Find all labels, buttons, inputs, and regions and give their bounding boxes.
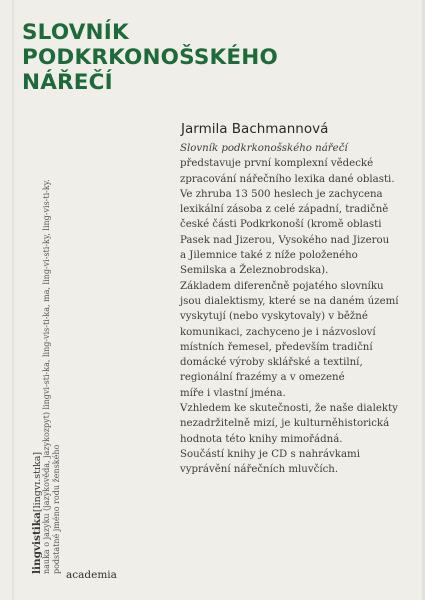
blurb-line: Semilska a Železnobrodska). <box>180 265 329 277</box>
blurb-line: míře i vlastní jména. <box>180 387 286 399</box>
blurb-text <box>180 141 408 478</box>
blurb-line: Pasek nad Jizerou, Vysokého nad Jizerou <box>180 234 390 246</box>
book-title <box>22 20 278 95</box>
blurb-line: domácké výroby sklářské a textilní, <box>180 357 363 369</box>
blurb-line: zpracování nářečního lexika dané oblasti. <box>180 173 395 185</box>
blurb-line: Vzhledem ke skutečnosti, že naše dialekty <box>180 403 398 415</box>
blurb-line: jsou dialektismy, které se na daném území <box>180 295 399 307</box>
series-grammar-note: podstatné jméno rodu ženského <box>52 444 61 574</box>
blurb-line: lexikální zásoba z celé západní, tradičně <box>180 204 389 216</box>
blurb-line: české části Podkrkonoší (kromě oblasti <box>180 219 382 231</box>
blurb-line: regionální frazémy a v omezené <box>180 372 345 384</box>
blurb-line: hodnota této knihy mimořádná. <box>180 433 343 445</box>
blurb-line: Základem diferenčně pojatého slovníku <box>180 280 384 292</box>
blurb-line: Součástí knihy je CD s nahrávkami <box>180 448 360 460</box>
blurb-line: a Jilemnice také z níže položeného <box>180 250 358 262</box>
blurb-book-title: Slovník podkrkonošského nářečí <box>180 143 348 154</box>
series-pronunciation: [lingvɪ.stɪka] <box>32 451 43 513</box>
title-line: PODKRKONOŠSKÉHO <box>22 45 278 70</box>
blurb-line: nezadržitelně mizí, je kulturněhistorická <box>180 418 390 430</box>
title-line: NÁŘEČÍ <box>22 70 113 95</box>
blurb-line: představuje první komplexní vědecké <box>180 158 374 170</box>
blurb-line: vyskytují (nebo vyskytovaly) v běžné <box>180 311 368 323</box>
blurb-line: komunikaci, zachyceno je i názvosloví <box>180 326 376 338</box>
publisher-name: academia <box>66 569 117 581</box>
spine-fold-line <box>12 0 14 600</box>
series-name: lingvistika <box>31 512 43 574</box>
blurb-line: vyprávění nářečních mluvčích. <box>180 464 339 476</box>
blurb-line: místních řemesel, především tradiční <box>180 341 373 353</box>
title-line: SLOVNÍK <box>22 20 129 45</box>
author-name: Jarmila Bachmannová <box>181 121 329 137</box>
series-definition: nauka o jazyku (jazykověda, jazykozpyt) lingvi-sti-ka, ling-vis-ti-ka, ma, ling-vi-sti-ky, ling-vis-ti-ky. <box>42 179 51 574</box>
blurb-line: Ve zhruba 13 500 heslech je zachycena <box>180 188 383 200</box>
